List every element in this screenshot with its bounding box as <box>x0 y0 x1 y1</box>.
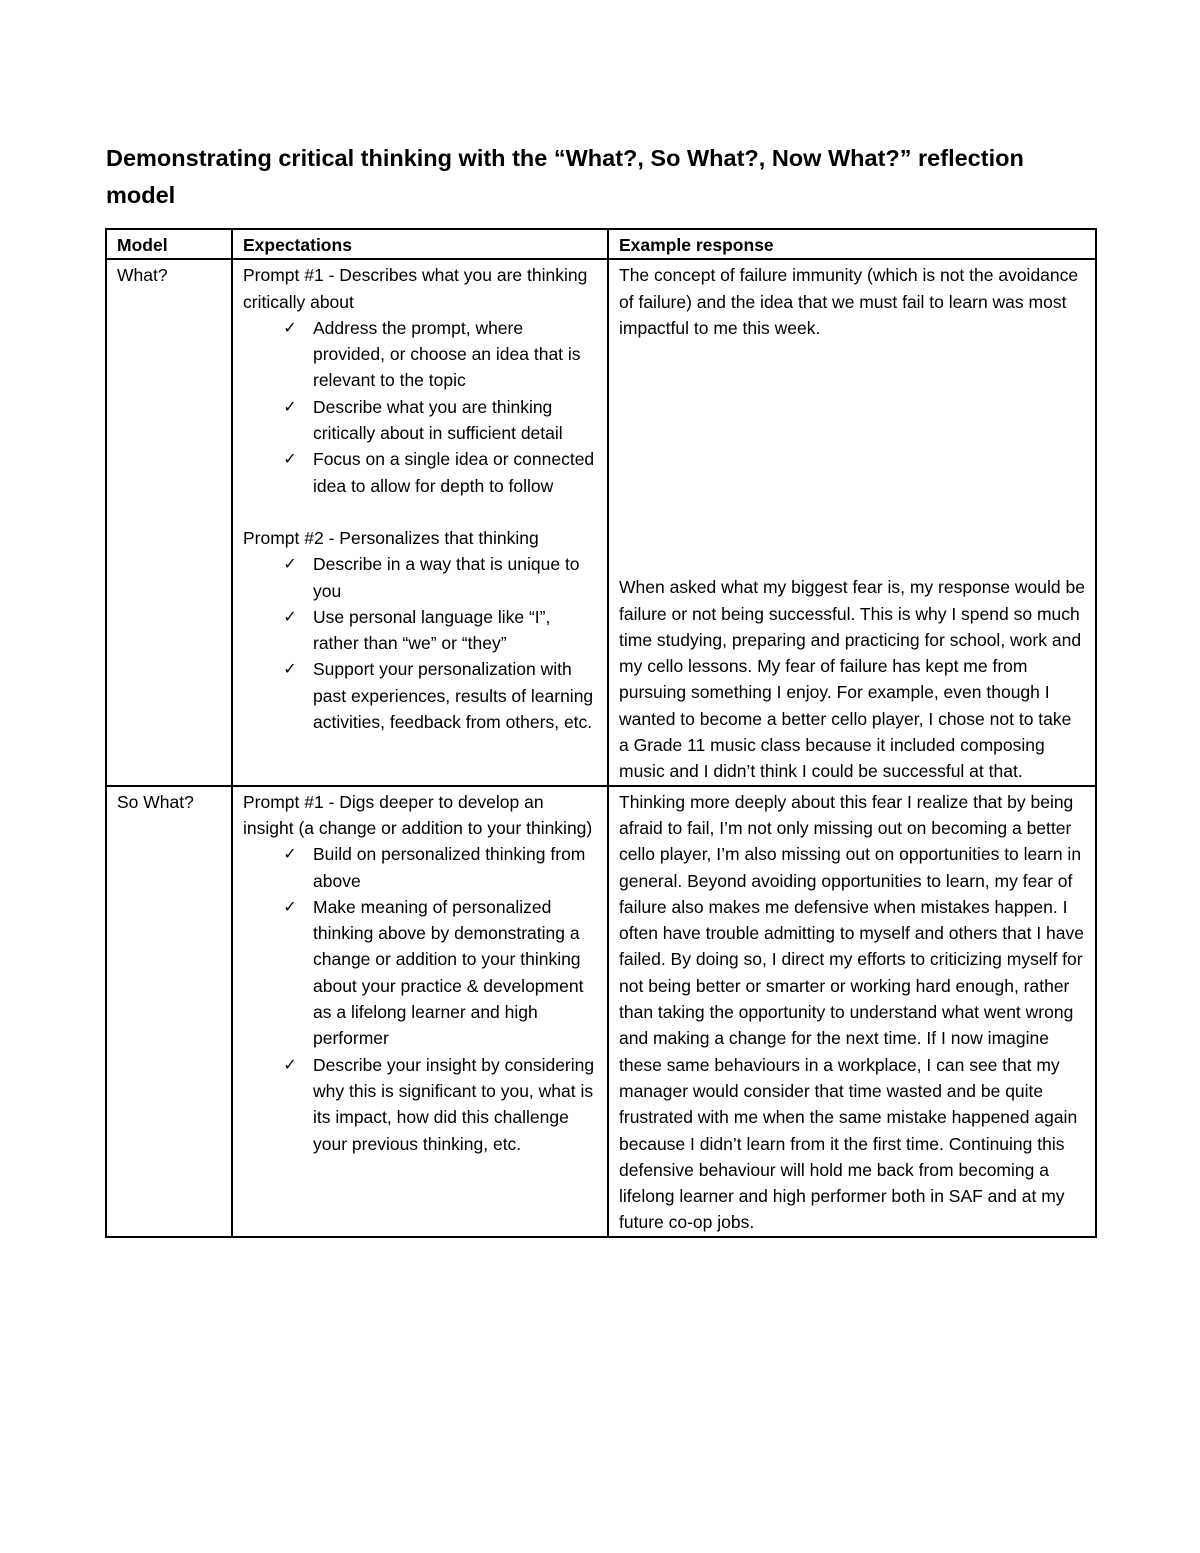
example-response-2: When asked what my biggest fear is, my response would be failure or not being successful. This is why I spend so much time studying, preparing and practicing for school, work and my cello lessons. My fear of failure has kept me from pursuing something I enjoy. For example, even though I wanted to become a better cello player, I chose not to take a Grade 11 music class because it included composing music and I didn’t think I could be successful at that. <box>619 577 1085 782</box>
list-item <box>283 894 597 1052</box>
list-item-text: Describe what you are thinking critically about in sufficient detail <box>313 396 563 444</box>
list-item <box>283 841 597 894</box>
checkmark-icon: ✓ <box>283 317 297 337</box>
list-item <box>283 446 597 499</box>
example-cell <box>608 259 1096 785</box>
checkmark-icon: ✓ <box>283 449 297 469</box>
list-item-text: Describe your insight by considering why this is significant to you, what is its impact, how did this challenge your previous thinking, etc. <box>313 1054 595 1154</box>
model-cell: So What? <box>106 786 232 1237</box>
list-item-text: Describe in a way that is unique to you <box>313 554 580 601</box>
table-row <box>106 259 1096 785</box>
list-item-text: Focus on a single idea or connected idea to allow for depth to follow <box>313 449 595 496</box>
list-item <box>283 551 597 604</box>
list-item-text: Address the prompt, where provided, or choose an idea that is relevant to the topic <box>313 317 581 391</box>
checkmark-icon: ✓ <box>283 896 297 916</box>
checklist <box>243 551 597 735</box>
list-item-text: Use personal language like “I”, rather than “we” or “they” <box>313 606 551 654</box>
model-cell: What? <box>106 259 232 785</box>
prompt-heading: Prompt #1 - Digs deeper to develop an insight (a change or addition to your thinking) <box>243 791 593 838</box>
list-item-text: Support your personalization with past experiences, results of learning activities, feedback from others, etc. <box>313 659 594 733</box>
list-item <box>283 656 597 735</box>
example-response-3: Thinking more deeply about this fear I realize that by being afraid to fail, I’m not only missing out on becoming a better cello player, I’m also missing out on opportunities to learn in general. Beyond avoiding opportunities to learn, my fear of failure also makes me defensive when mistakes happen. I often have trouble admitting to myself and others that I have failed. By doing so, I direct my efforts to criticizing myself for not being better or smarter or working hard enough, rather than taking the opportunity to understand what went wrong and making a change for the next time. If I now imagine these same behaviours in a workplace, I can see that my manager would consider that time wasted and be quite frustrated with me when the same mistake happened again because I didn’t learn from it the first time. Continuing this defensive behaviour will hold me back from becoming a lifelong learner and high performer both in SAF and at my future co-op jobs. <box>619 791 1084 1233</box>
list-item <box>283 604 597 657</box>
checkmark-icon: ✓ <box>283 844 297 864</box>
checkmark-icon: ✓ <box>283 1054 297 1074</box>
checkmark-icon: ✓ <box>283 396 297 416</box>
checklist <box>243 315 597 499</box>
checklist <box>243 841 597 1157</box>
page-title: Demonstrating critical thinking with the “What?, So What?, Now What?” reflection model <box>106 145 1024 208</box>
table-row <box>106 786 1096 1237</box>
example-response-1: The concept of failure immunity (which is not the avoidance of failure) and the idea that we must fail to learn was most impactful to me this week. <box>619 265 1079 338</box>
checkmark-icon: ✓ <box>283 554 297 574</box>
prompt-heading: Prompt #1 - Describes what you are thinking critically about <box>243 265 588 312</box>
list-item-text: Build on personalized thinking from above <box>313 844 586 891</box>
expectations-cell <box>232 259 608 785</box>
table-header-row <box>106 229 1096 259</box>
prompt-block <box>243 525 597 735</box>
prompt-heading: Prompt #2 - Personalizes that thinking <box>243 527 539 548</box>
example-cell <box>608 786 1096 1237</box>
prompt-block <box>243 789 597 1157</box>
header-expectations: Expectations <box>232 229 608 259</box>
list-item <box>283 394 597 447</box>
list-item <box>283 315 597 394</box>
checkmark-icon: ✓ <box>283 606 297 626</box>
reflection-model-table <box>105 228 1097 1238</box>
checkmark-icon: ✓ <box>283 659 297 679</box>
header-example-response: Example response <box>608 229 1096 259</box>
expectations-cell <box>232 786 608 1237</box>
prompt-block <box>243 262 597 499</box>
header-model: Model <box>106 229 232 259</box>
list-item-text: Make meaning of personalized thinking above by demonstrating a change or addition to your thinking about your practice & development as a lifelong learner and high performer <box>313 896 584 1049</box>
list-item <box>283 1052 597 1157</box>
